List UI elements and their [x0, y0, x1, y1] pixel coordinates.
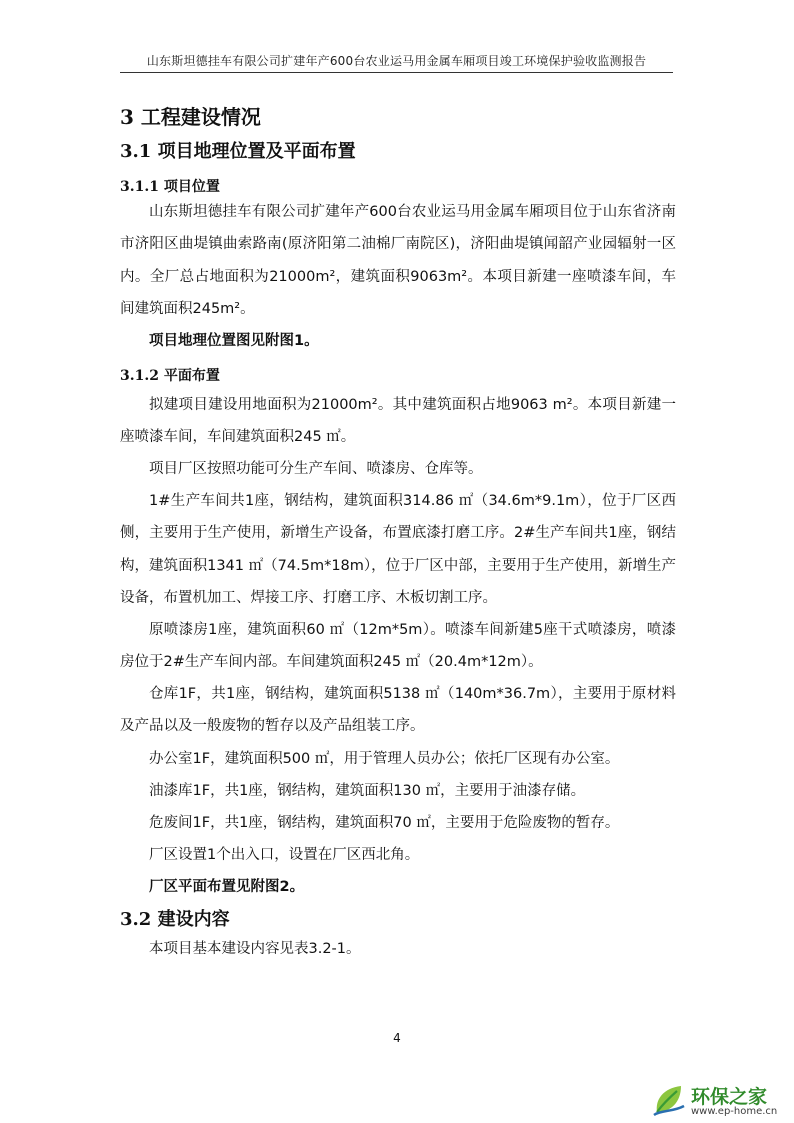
section-3-1-heading: 3.1 项目地理位置及平面布置	[120, 141, 356, 162]
layout-paragraph-hazwaste: 危废间1F，共1座，钢结构，建筑面积70 ㎡，主要用于危险废物的暂存。	[149, 815, 620, 831]
layout-paragraph-workshops: 1#生产车间共1座，钢结构，建筑面积314.86 ㎡（34.6m*9.1m），位于厂区西侧，主要用于生产使用，新增生产设备，布置底漆打磨工序。2#生产车间共1座，钢结构，建筑面积1341 ㎡（74.5m*18m），位于厂区中部，主要用于生产使用，新增生产设备，布置机加工、焊接工序、打磨工序、木板切割工序。	[120, 493, 676, 607]
location-figure-note: 项目地理位置图见附图1。	[149, 333, 319, 349]
section-3-1-1-heading: 3.1.1 项目位置	[120, 179, 220, 195]
site-watermark	[651, 1082, 791, 1120]
layout-paragraph-zones: 项目厂区按照功能可分生产车间、喷漆房、仓库等。	[149, 461, 483, 477]
header-divider	[120, 72, 673, 73]
layout-figure-note: 厂区平面布置见附图2。	[149, 879, 305, 895]
location-paragraph: 山东斯坦德挂车有限公司扩建年产600台农业运马用金属车厢项目位于山东省济南市济阳区曲堤镇曲索路南(原济阳第二油棉厂南院区)，济阳曲堤镇闻韶产业园辐射一区内。全厂总占地面积为21000m²，建筑面积9063m²。本项目新建一座喷漆车间，车间建筑面积245m²。	[120, 204, 676, 318]
watermark-url[interactable]: www.ep-home.cn	[691, 1106, 778, 1117]
layout-paragraph-office: 办公室1F，建筑面积500 ㎡，用于管理人员办公；依托厂区现有办公室。	[149, 751, 620, 767]
report-header: 山东斯坦德挂车有限公司扩建年产600台农业运马用金属车厢项目竣工环境保护验收监测报告	[146, 54, 647, 68]
section-3-2-heading: 3.2 建设内容	[120, 909, 230, 930]
layout-paragraph-entrance: 厂区设置1个出入口，设置在厂区西北角。	[149, 847, 420, 863]
page-number: 4	[393, 1031, 401, 1045]
layout-paragraph-warehouse: 仓库1F，共1座，钢结构，建筑面积5138 ㎡（140m*36.7m），主要用于原材料及产品以及一般废物的暂存以及产品组装工序。	[120, 686, 676, 735]
leaf-logo-icon	[651, 1082, 687, 1118]
construction-paragraph: 本项目基本建设内容见表3.2-1。	[149, 941, 361, 957]
layout-paragraph-paint-store: 油漆库1F，共1座，钢结构，建筑面积130 ㎡，主要用于油漆存储。	[149, 783, 586, 799]
layout-paragraph-paint-room: 原喷漆房1座，建筑面积60 ㎡（12m*5m）。喷漆车间新建5座干式喷漆房，喷漆房位于2#生产车间内部。车间建筑面积245 ㎡（20.4m*12m）。	[120, 622, 676, 671]
layout-paragraph-area: 拟建项目建设用地面积为21000m²。其中建筑面积占地9063 m²。本项目新建一座喷漆车间，车间建筑面积245 ㎡。	[120, 397, 676, 446]
section-3-heading: 3 工程建设情况	[120, 105, 261, 129]
watermark-name: 环保之家	[691, 1086, 768, 1108]
section-3-1-2-heading: 3.1.2 平面布置	[120, 368, 220, 384]
